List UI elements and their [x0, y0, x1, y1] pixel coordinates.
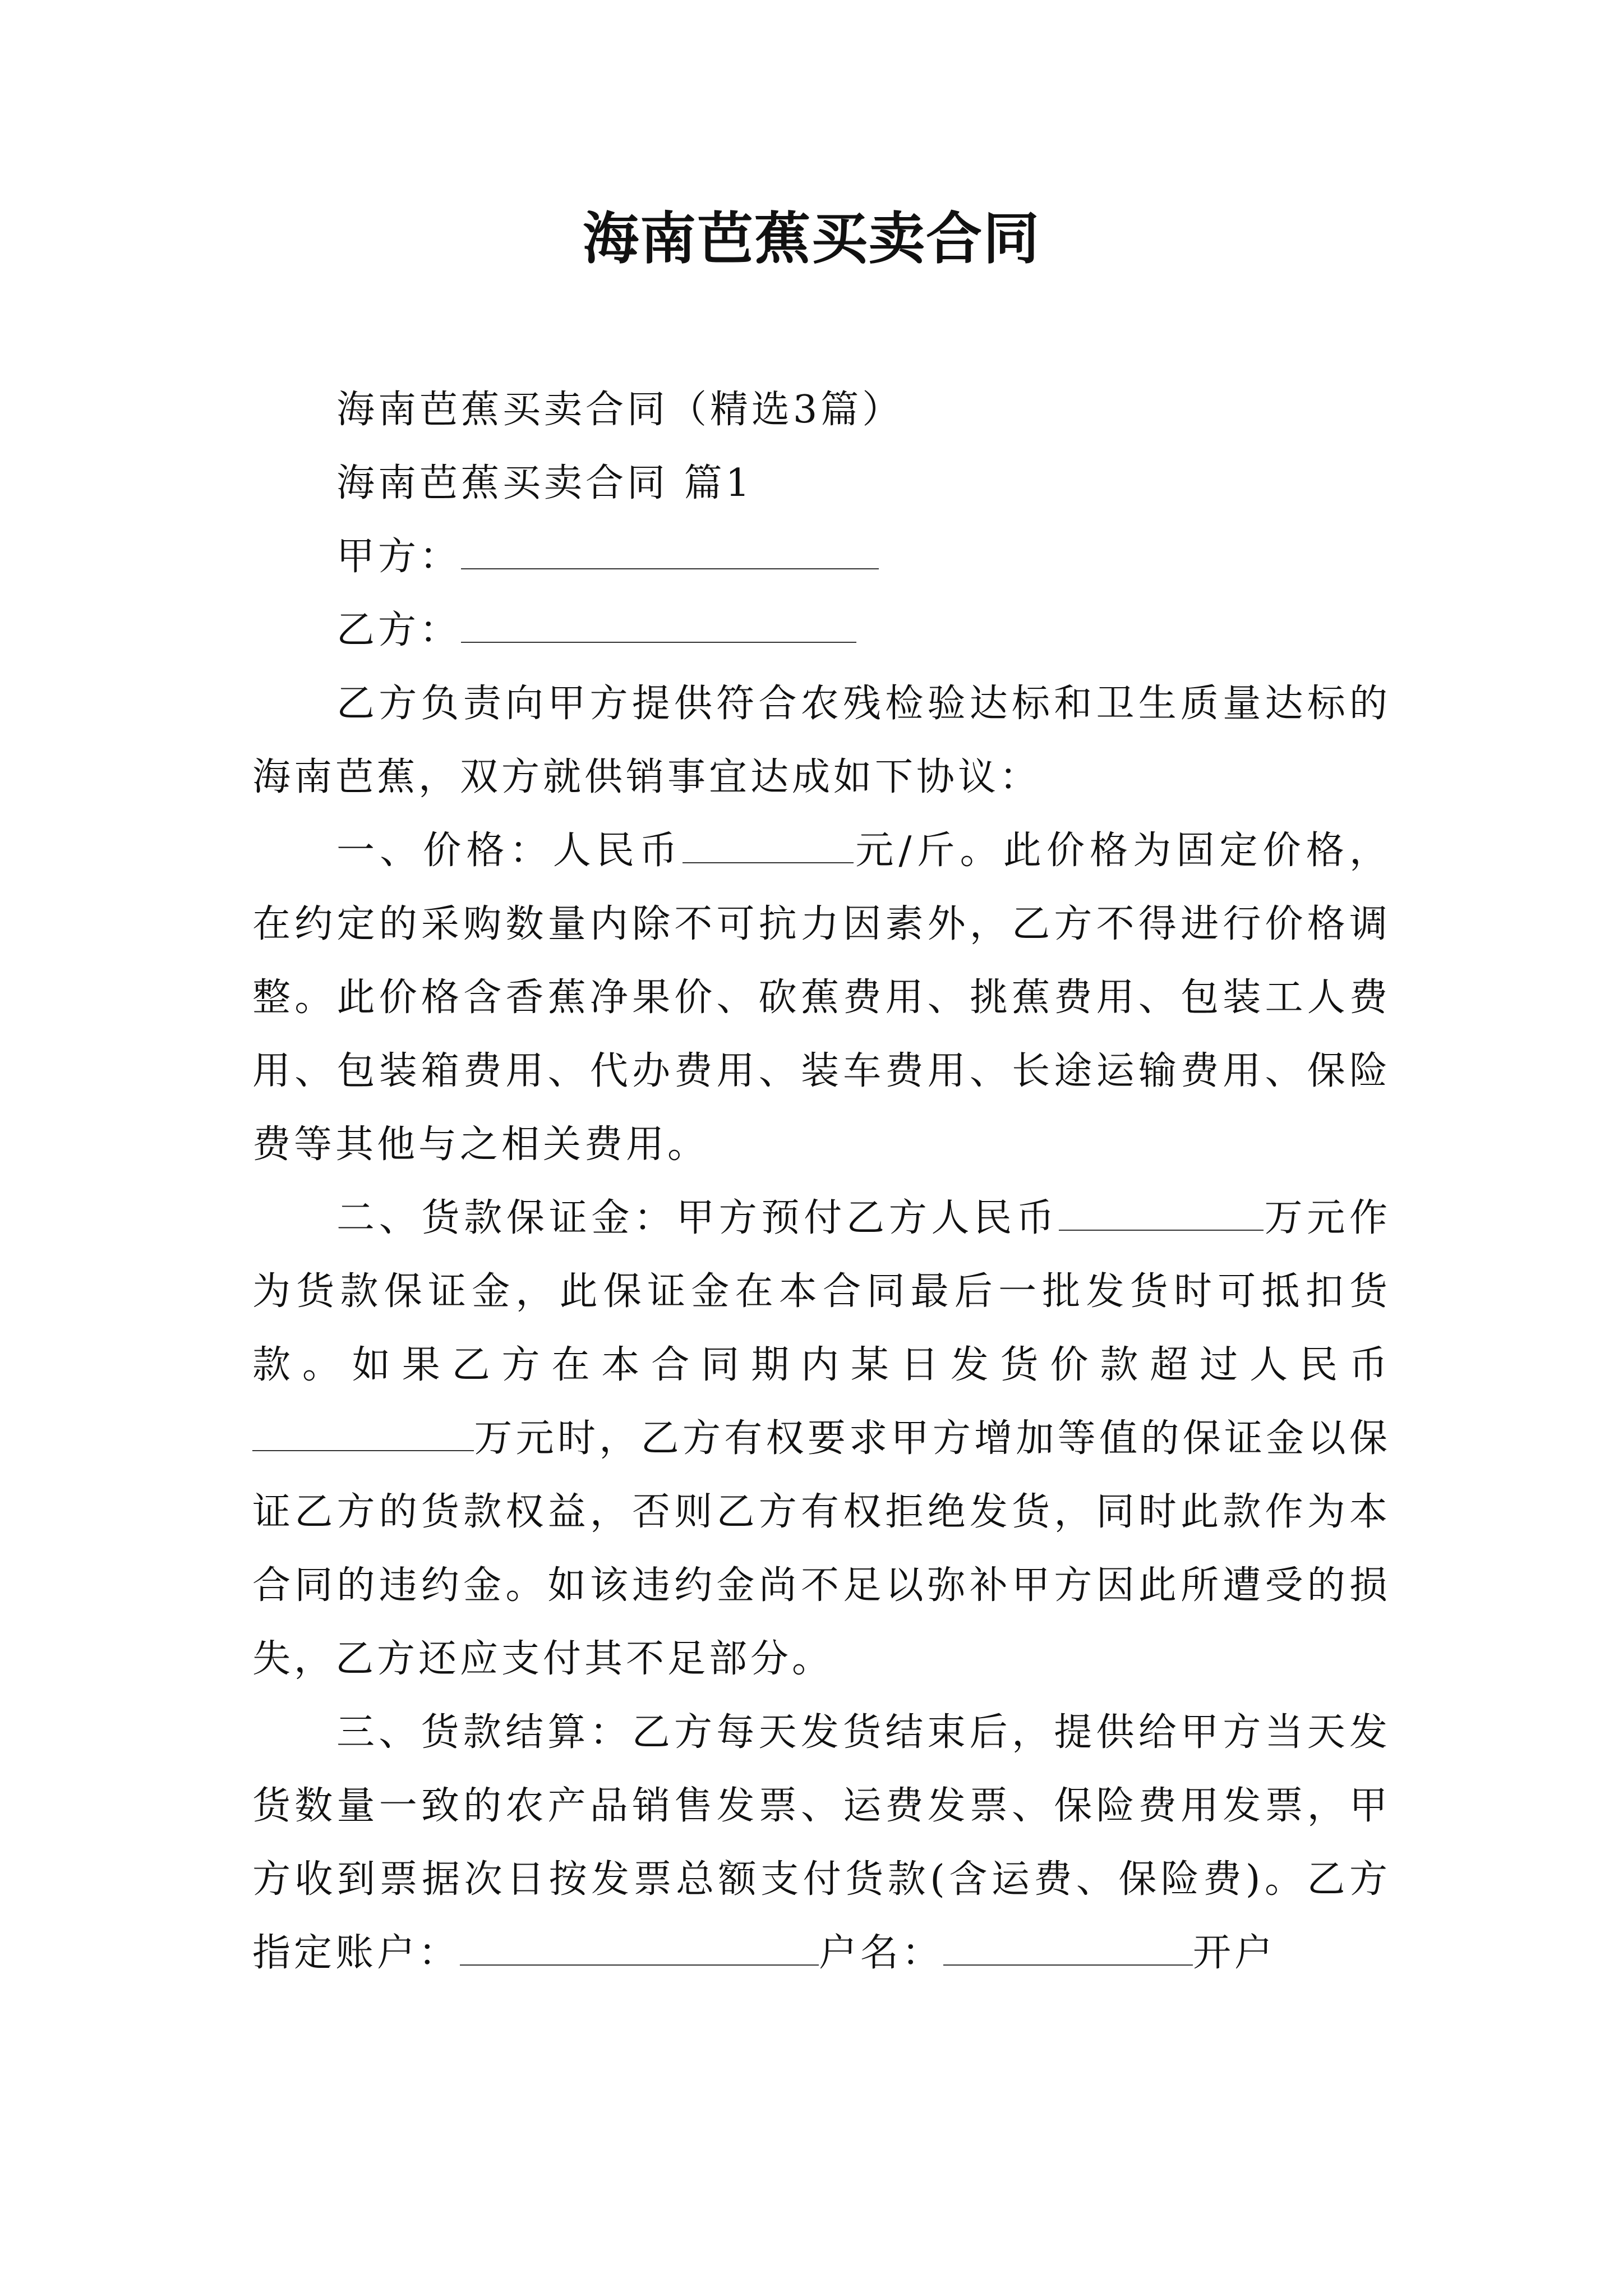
limit-blank — [252, 1416, 474, 1451]
clause-deposit — [252, 1181, 1391, 1696]
clause-settlement-text-2: 户名： — [819, 1931, 944, 1975]
clause-deposit-text-3: 万元时，乙方有权要求甲方增加等值的保证金以保证乙方的货款权益，否则乙方有权拒绝发货，同时此款作为本合同的违约金。如该违约金尚不足以弥补甲方因此所遭受的损失，乙方还应支付其不足部分。 — [252, 1416, 1391, 1681]
document-subtitle: 海南芭蕉买卖合同（精选3篇） — [336, 388, 904, 432]
clause-settlement-text-1: 三、货款结算：乙方每天发货结束后，提供给甲方当天发货数量一致的农产品销售发票、运费发票、保险费用发票，甲方收到票据次日按发票总额支付货款(含运费、保险费)。乙方指定账户： — [252, 1710, 1391, 1975]
account-blank — [460, 1931, 819, 1966]
party-b-line — [252, 593, 1391, 667]
party-b-blank — [461, 608, 856, 643]
clause-price-text-1: 一、价格：人民币 — [336, 829, 683, 873]
clause-settlement — [252, 1696, 1391, 1990]
clause-deposit-text-2: 万元作为货款保证金，此保证金在本合同最后一批发货时可抵扣货款。如果乙方在本合同期内某日发货价款超过人民币 — [252, 1196, 1391, 1387]
section-heading: 海南芭蕉买卖合同 篇1 — [336, 461, 753, 505]
clause-price — [252, 814, 1391, 1181]
document-title: 海南芭蕉买卖合同 — [583, 205, 1040, 272]
party-a-line — [252, 520, 1391, 593]
party-b-label: 乙方： — [336, 608, 462, 652]
account-name-blank — [943, 1931, 1193, 1966]
price-blank — [683, 829, 854, 863]
clause-price-text-2: 元/斤。此价格为固定价格，在约定的采购数量内除不可抗力因素外，乙方不得进行价格调整。此价格含香蕉净果价、砍蕉费用、挑蕉费用、包装工人费用、包装箱费用、代办费用、装车费用、长途运输费用、保险费等其他与之相关费用。 — [252, 829, 1391, 1167]
document-body — [252, 373, 1391, 1990]
clause-deposit-text-1: 二、货款保证金：甲方预付乙方人民币 — [336, 1196, 1059, 1240]
clause-settlement-text-3: 开户 — [1193, 1931, 1276, 1975]
intro-paragraph: 乙方负责向甲方提供符合农残检验达标和卫生质量达标的海南芭蕉，双方就供销事宜达成如下协议： — [252, 682, 1391, 799]
party-a-label: 甲方： — [336, 535, 462, 579]
party-a-blank — [461, 535, 879, 569]
deposit-blank — [1059, 1196, 1264, 1231]
